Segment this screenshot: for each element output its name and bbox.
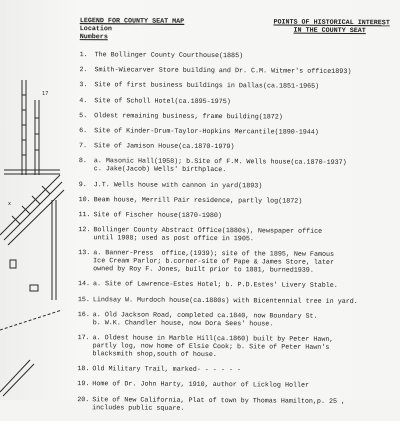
legend-item-line: Oldest remaining business, frame building(1872) [94, 111, 283, 122]
legend-item-text [93, 296, 398, 306]
legend-item-text [93, 281, 398, 291]
legend-item [77, 396, 397, 414]
legend-item [78, 226, 398, 244]
legend-item-text [94, 127, 399, 137]
legend-item-number: 6. [79, 127, 88, 136]
legend-item-line: includes public square. [92, 403, 185, 413]
legend-item-number: 13. [78, 249, 91, 258]
legend-item-text [93, 311, 398, 329]
legend-item-line: J.T. Wells house with cannon in yard(1893) [93, 180, 263, 190]
legend-item-line: a. Site of Lawrence-Estes Hotel; b. P.D.Estes' Livery Stable. [92, 280, 338, 291]
legend-item [79, 112, 399, 122]
legend-item-text [94, 82, 399, 92]
legend-item-text [94, 181, 399, 191]
legend-item-number: 11. [78, 210, 91, 220]
legend-item [79, 127, 399, 137]
location-label: Location [79, 25, 112, 34]
legend-item-number: 3. [79, 81, 88, 90]
legend-item-number: 19. [77, 380, 90, 389]
legend-item-number: 16. [77, 310, 90, 319]
legend-item-line: Bollinger County Abstract Office(1880s), Newspaper office [93, 226, 323, 236]
legend-item-text [94, 112, 399, 122]
legend-title: LEGEND FOR COUNTY SEAT MAP [79, 17, 185, 26]
legend-item-line: a. Banner-Press office,(1939); site of the 1895, New Famous [93, 249, 335, 260]
legend-item-line: Old Military Trail, marked- - - - - - [92, 365, 241, 375]
legend-item-number: 12. [78, 226, 91, 235]
legend-item-number: 18. [77, 365, 90, 374]
legend-item [79, 196, 399, 206]
legend-item-line: blacksmith shop,south of house. [92, 350, 217, 360]
legend-item-number: 8. [78, 157, 87, 166]
legend-item-line: owned by Roy F. Jones, built prior to 1881, burned1939. [93, 265, 314, 275]
legend-item-number: 5. [79, 111, 88, 120]
legend-item-text [92, 381, 397, 391]
legend-item-line: Site of Fischer house(1870-1980) [93, 211, 222, 220]
legend-item-number: 1. [79, 51, 88, 60]
legend-item-line: Beam house, Merrill Pair residence, partly log(1872) [93, 195, 303, 206]
legend-item-line: partly log, now home of Elsie Cook; b. Site of Peter Hawn's [92, 342, 330, 352]
legend-item-number: 20. [77, 395, 90, 404]
legend-item-line: a. Old Jackson Road, completed ca.1840, now Boundary St. [92, 311, 318, 321]
legend-item-line: Lindsay W. Murdoch house(ca.1880s) with Bicentennial tree in yard. [92, 295, 358, 306]
document-header [80, 17, 390, 43]
legend-item-text [94, 196, 399, 206]
legend-item [78, 211, 398, 221]
legend-item-text [94, 97, 399, 107]
legend-item-line: a. Oldest house in Marble Hill(ca.1860) built by Peter Hawn, [92, 334, 334, 344]
legend-item-line: The Bollinger County Courthouse(1885) [94, 51, 244, 61]
legend-item [80, 51, 400, 61]
legend-item-number: 10. [78, 195, 91, 204]
legend-item-line: until 1908; used as post office in 1905. [93, 234, 254, 244]
legend-item [78, 281, 398, 291]
legend-item-line: Site of Jamison House(ca.1870-1979) [93, 142, 235, 152]
legend-item-text [93, 249, 398, 275]
legend-item-number: 14. [77, 280, 91, 289]
legend-item-text [93, 334, 398, 360]
legend-list [77, 51, 400, 421]
legend-item-line: Ice Cream Parlor; b.corner-site of Pape & James Store, later [93, 257, 334, 268]
legend-item-line: Site of Scholl Hotel(ca.1895-1975) [94, 96, 231, 106]
legend-item-text [94, 158, 399, 176]
legend-item-text [93, 226, 398, 244]
legend-item-text [95, 51, 400, 61]
poi-title-line2: IN THE COUNTY SEAT [293, 26, 366, 36]
legend-item [79, 157, 399, 175]
numbers-label: Numbers [79, 33, 108, 42]
legend-item-text [92, 396, 397, 414]
map-number-label: x [8, 201, 11, 207]
legend-item-number: 2. [79, 66, 88, 75]
legend-item-line: c. Jake(Jacob) Wells' birthplace. [93, 165, 227, 175]
legend-item [79, 142, 399, 152]
legend-item-text [92, 365, 397, 375]
legend-item-line: Home of Dr. John Harty, 1910, author of Licklog Holler [92, 380, 310, 391]
map-number-label: 17 [42, 91, 49, 97]
legend-item-number: 17. [77, 334, 90, 343]
legend-document [63, 0, 400, 413]
legend-item-line: Site of Kinder-Drum-Taylor-Hopkins Mercantile(1890-1944) [94, 127, 319, 137]
legend-item-line: b. W.K. Chandler house, now Dora Sees' house. [92, 319, 274, 329]
legend-item-number: 7. [78, 142, 88, 151]
legend-item [77, 365, 397, 375]
legend-item [78, 334, 398, 360]
legend-item [78, 249, 398, 275]
street-map-fragment [0, 0, 66, 400]
legend-item-text [94, 66, 399, 76]
legend-item-number: 4. [79, 96, 88, 105]
legend-item-line: Site of first business buildings in Dallas(ca.1851-1965) [94, 81, 320, 92]
legend-item-line: Smith-Wiecarver Store building and Dr. C.M. Witmer's office1893) [94, 66, 352, 77]
legend-item [78, 311, 398, 329]
legend-item [78, 296, 398, 306]
legend-item-number: 15. [77, 295, 90, 304]
legend-item-number: 9. [78, 180, 87, 189]
legend-item [79, 81, 399, 91]
legend-item-line: Site of New California, Plat of town by Thomas Hamilton,p. 25 , [92, 395, 346, 406]
legend-item-text [94, 142, 399, 152]
legend-item [79, 97, 399, 107]
legend-item [79, 181, 399, 191]
legend-item [77, 380, 397, 390]
legend-item-text [93, 211, 398, 221]
poi-title-line1: POINTS OF HISTORICAL INTEREST [273, 18, 390, 28]
legend-item-line: a. Masonic Hall(1958); b.Site of F.M. Wells house(ca.1870-1937) [93, 157, 347, 168]
legend-item [79, 66, 399, 76]
